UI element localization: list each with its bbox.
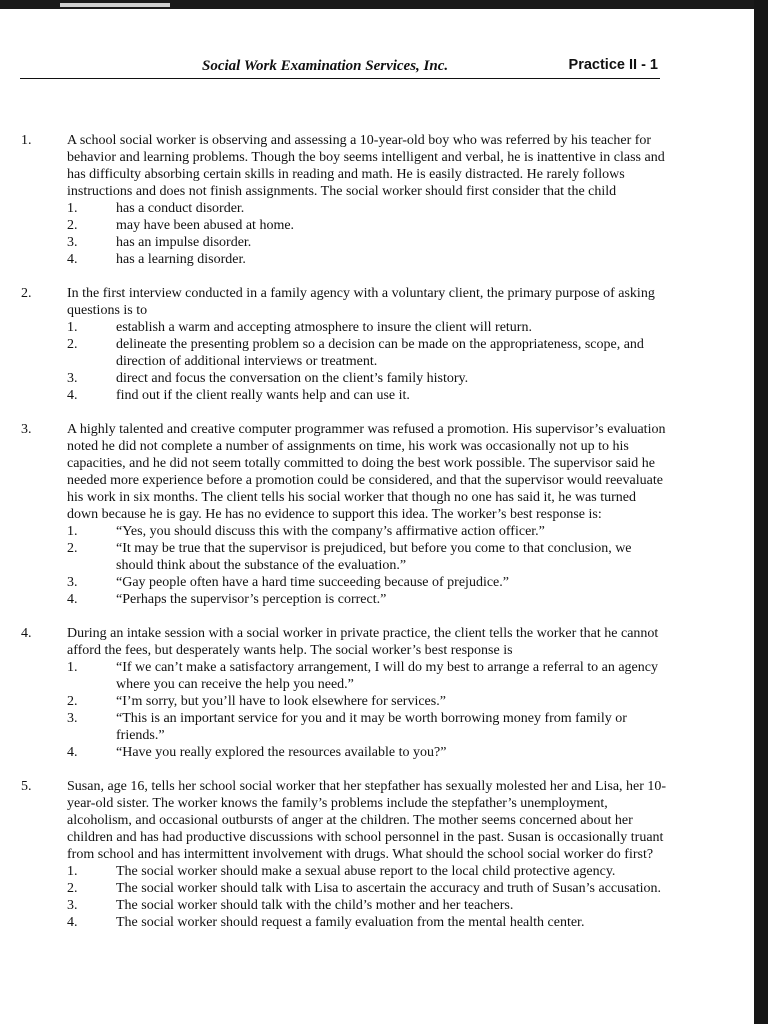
option-number: 4. bbox=[67, 592, 78, 607]
option-number: 1. bbox=[67, 201, 78, 216]
option-text: The social worker should make a sexual abuse report to the local child protective agency. bbox=[116, 864, 616, 879]
option-number: 2. bbox=[67, 541, 78, 556]
answer-option bbox=[0, 251, 768, 268]
option-text: “Yes, you should discuss this with the company’s affirmative action officer.” bbox=[116, 524, 545, 539]
option-number: 4. bbox=[67, 745, 78, 760]
answer-option bbox=[0, 319, 768, 336]
question-number: 5. bbox=[21, 779, 32, 794]
option-text: The social worker should request a family evaluation from the mental health center. bbox=[116, 915, 585, 930]
option-number: 4. bbox=[67, 252, 78, 267]
question-number: 4. bbox=[21, 626, 32, 641]
question-number: 3. bbox=[21, 422, 32, 437]
option-text: The social worker should talk with Lisa to ascertain the accuracy and truth of Susan’s accusation. bbox=[116, 881, 662, 896]
option-text: has a learning disorder. bbox=[116, 252, 246, 267]
answer-option bbox=[0, 693, 768, 710]
option-number: 2. bbox=[67, 218, 78, 233]
option-number: 4. bbox=[67, 915, 78, 930]
answer-option bbox=[0, 880, 768, 897]
option-text: find out if the client really wants help and can use it. bbox=[116, 388, 410, 403]
option-text: “It may be true that the supervisor is prejudiced, but before you come to that conclusion, we should think about the substance of the evaluation.” bbox=[116, 541, 632, 573]
question-number: 2. bbox=[21, 286, 32, 301]
answer-option bbox=[0, 540, 768, 574]
option-number: 1. bbox=[67, 524, 78, 539]
page-header bbox=[20, 56, 660, 79]
question-2 bbox=[0, 285, 768, 404]
option-text: “Perhaps the supervisor’s perception is correct.” bbox=[116, 592, 387, 607]
question-4 bbox=[0, 625, 768, 761]
answer-option bbox=[0, 217, 768, 234]
question-stem: Susan, age 16, tells her school social worker that her stepfather has sexually molested her and Lisa, her 10-year-old sister. The worker knows the family’s problems include the stepfather’s unemployment, alcoholism, and occasional outbursts of anger at the children. The mother seems concerned about her children and has had productive discussions with school personnel in the past. Susan is occasionally truant from school and has intermittent involvement with drugs. What should the school social worker do first? bbox=[67, 779, 667, 862]
answer-option bbox=[0, 659, 768, 693]
option-text: may have been abused at home. bbox=[116, 218, 295, 233]
question-list bbox=[0, 132, 768, 948]
option-text: direct and focus the conversation on the client’s family history. bbox=[116, 371, 469, 386]
answer-option bbox=[0, 387, 768, 404]
option-text: establish a warm and accepting atmosphere to insure the client will return. bbox=[116, 320, 532, 335]
option-number: 2. bbox=[67, 881, 78, 896]
question-stem: A highly talented and creative computer programmer was refused a promotion. His supervisor’s evaluation noted he did not complete a number of assignments on time, his work was occasionally not up to his capacities, and he did not seem totally committed to doing the best work possible. The supervisor said he needed more experience before a promotion could be considered, and that the supervisor would reevaluate his work in six months. The client tells his social worker that though no one has said it, he was turned down because he is gay. He has no evidence to support this idea. The worker’s best response is: bbox=[67, 422, 666, 522]
answer-option bbox=[0, 523, 768, 540]
answer-option bbox=[0, 914, 768, 931]
option-text: has a conduct disorder. bbox=[116, 201, 245, 216]
scan-artifact bbox=[60, 3, 170, 7]
option-number: 3. bbox=[67, 711, 78, 726]
option-number: 1. bbox=[67, 320, 78, 335]
option-text: has an impulse disorder. bbox=[116, 235, 252, 250]
question-number: 1. bbox=[21, 133, 32, 148]
answer-option bbox=[0, 234, 768, 251]
option-text: The social worker should talk with the child’s mother and her teachers. bbox=[116, 898, 514, 913]
question-5 bbox=[0, 778, 768, 931]
answer-option bbox=[0, 710, 768, 744]
option-number: 1. bbox=[67, 660, 78, 675]
answer-option bbox=[0, 744, 768, 761]
option-text: “I’m sorry, but you’ll have to look elsewhere for services.” bbox=[116, 694, 446, 709]
answer-option bbox=[0, 863, 768, 880]
organization-name: Social Work Examination Services, Inc. bbox=[202, 58, 449, 74]
option-text: “Gay people often have a hard time succeeding because of prejudice.” bbox=[116, 575, 509, 590]
answer-option bbox=[0, 897, 768, 914]
option-text: delineate the presenting problem so a decision can be made on the appropriateness, scope, and direction of additional interviews or treatment. bbox=[116, 337, 644, 369]
option-number: 3. bbox=[67, 371, 78, 386]
option-number: 2. bbox=[67, 337, 78, 352]
question-1 bbox=[0, 132, 768, 268]
answer-option bbox=[0, 370, 768, 387]
question-stem: During an intake session with a social worker in private practice, the client tells the worker that he cannot afford the fees, but desperately wants help. The social worker’s best response is bbox=[67, 626, 659, 658]
question-3 bbox=[0, 421, 768, 608]
option-number: 3. bbox=[67, 898, 78, 913]
answer-option bbox=[0, 574, 768, 591]
answer-option bbox=[0, 200, 768, 217]
option-number: 4. bbox=[67, 388, 78, 403]
option-number: 1. bbox=[67, 864, 78, 879]
practice-label: Practice II - 1 bbox=[568, 57, 658, 73]
option-text: “If we can’t make a satisfactory arrangement, I will do my best to arrange a referral to an agency where you can receive the help you need.” bbox=[116, 660, 658, 692]
option-number: 3. bbox=[67, 235, 78, 250]
answer-option bbox=[0, 336, 768, 370]
option-text: “Have you really explored the resources available to you?” bbox=[116, 745, 447, 760]
scan-top-edge bbox=[0, 0, 768, 9]
option-text: “This is an important service for you and it may be worth borrowing money from family or friends.” bbox=[116, 711, 627, 743]
question-stem: A school social worker is observing and assessing a 10-year-old boy who was referred by his teacher for behavior and learning problems. Though the boy seems intelligent and verbal, he is inattentive in class and has difficulty absorbing certain skills in reading and math. He is easily distracted. He rarely follows instructions and does not finish assignments. The social worker should first consider that the child bbox=[67, 133, 665, 199]
option-number: 2. bbox=[67, 694, 78, 709]
option-number: 3. bbox=[67, 575, 78, 590]
answer-option bbox=[0, 591, 768, 608]
question-stem: In the first interview conducted in a family agency with a voluntary client, the primary purpose of asking questions is to bbox=[67, 286, 655, 318]
